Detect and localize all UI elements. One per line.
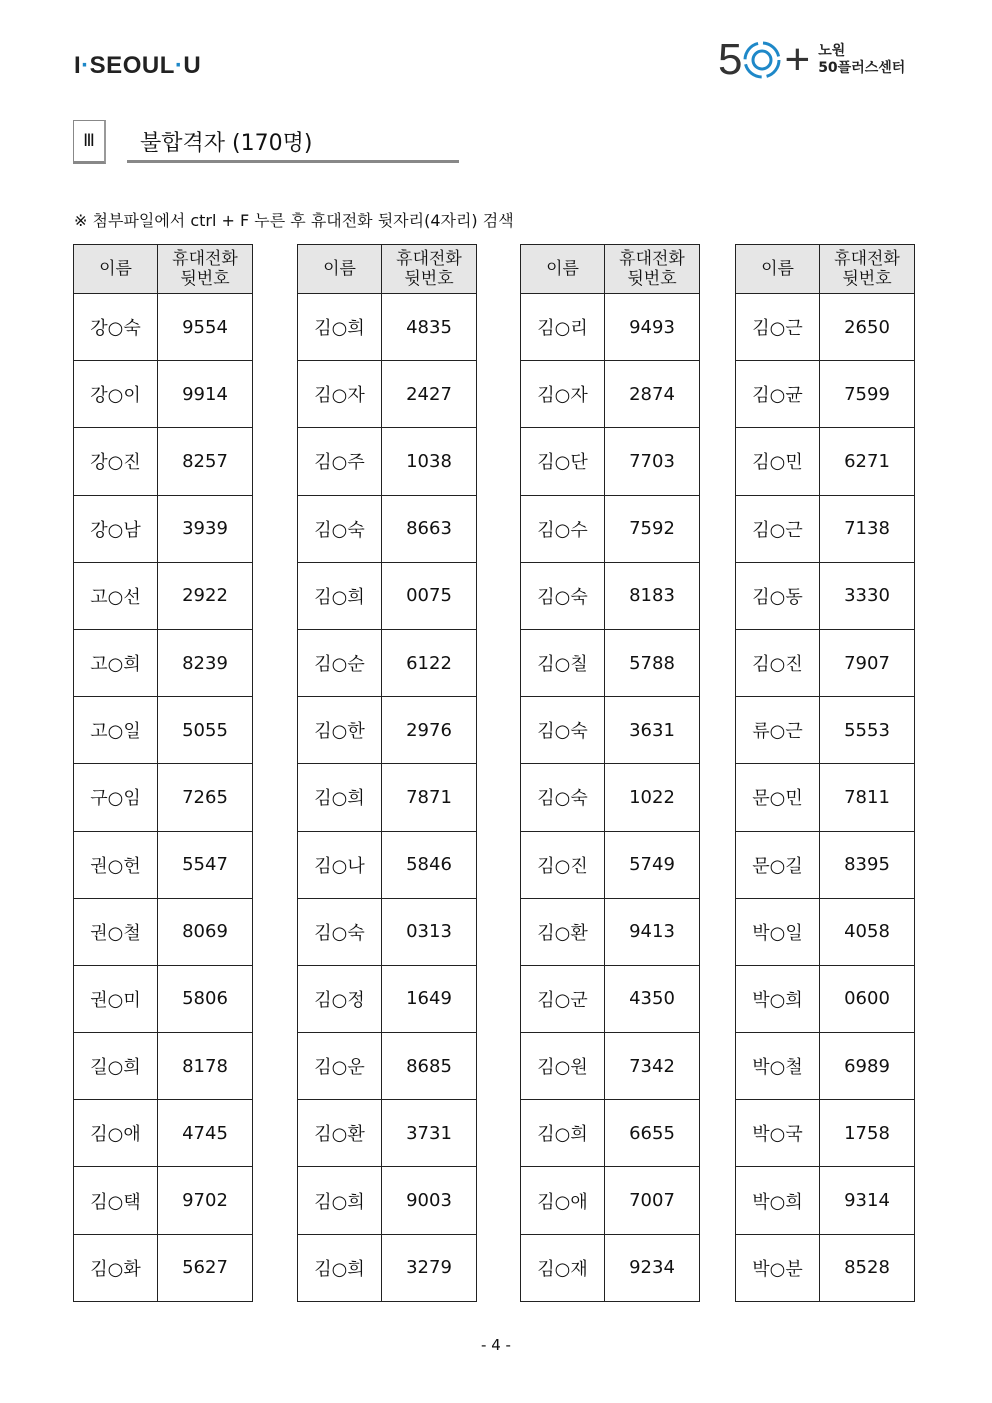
table-row: [736, 1167, 915, 1234]
phone-suffix-cell: 2427: [382, 361, 477, 428]
table-row: [736, 562, 915, 629]
table-row: [74, 629, 253, 696]
phone-suffix-cell: 8685: [382, 1033, 477, 1100]
phone-suffix-cell: 4745: [158, 1100, 253, 1167]
table-row: [74, 1234, 253, 1301]
phone-suffix-cell: 3631: [605, 697, 700, 764]
header-phone-line2: 뒷번호: [404, 269, 454, 289]
phone-suffix-cell: 9314: [820, 1167, 915, 1234]
table-row: [521, 764, 700, 831]
phone-suffix-cell: 8395: [820, 831, 915, 898]
name-cell: 김○원: [521, 1033, 605, 1100]
phone-suffix-cell: 9554: [158, 294, 253, 361]
name-cell: 김○희: [298, 294, 382, 361]
table-row: [298, 1033, 477, 1100]
table-row: [298, 831, 477, 898]
failed-applicants-table-2: [297, 244, 477, 1302]
phone-suffix-cell: 7811: [820, 764, 915, 831]
header-name: 이름: [521, 245, 605, 294]
logo-text-center: 50플러스센터: [818, 60, 906, 76]
table-row: [74, 898, 253, 965]
table-header-row: [736, 245, 915, 294]
name-cell: 김○운: [298, 1033, 382, 1100]
phone-suffix-cell: 8528: [820, 1234, 915, 1301]
name-cell: 김○환: [298, 1100, 382, 1167]
header-phone-line1: 휴대전화: [834, 249, 900, 269]
phone-suffix-cell: 7599: [820, 361, 915, 428]
phone-suffix-cell: 9914: [158, 361, 253, 428]
table-row: [298, 965, 477, 1032]
phone-suffix-cell: 9702: [158, 1167, 253, 1234]
table-row: [298, 495, 477, 562]
name-cell: 박○국: [736, 1100, 820, 1167]
name-cell: 고○희: [74, 629, 158, 696]
phone-suffix-cell: 7265: [158, 764, 253, 831]
phone-suffix-cell: 6271: [820, 428, 915, 495]
table-row: [74, 1033, 253, 1100]
phone-suffix-cell: 5806: [158, 965, 253, 1032]
name-cell: 박○일: [736, 898, 820, 965]
table-row: [521, 361, 700, 428]
phone-suffix-cell: 1022: [605, 764, 700, 831]
header-phone-line1: 휴대전화: [172, 249, 238, 269]
table-row: [74, 697, 253, 764]
table-row: [298, 1100, 477, 1167]
table-row: [74, 361, 253, 428]
phone-suffix-cell: 0075: [382, 562, 477, 629]
table-row: [736, 831, 915, 898]
table-row: [521, 1167, 700, 1234]
table-row: [298, 629, 477, 696]
table-row: [74, 965, 253, 1032]
table-row: [736, 898, 915, 965]
phone-suffix-cell: 7907: [820, 629, 915, 696]
header-phone: [382, 245, 477, 294]
name-cell: 구○임: [74, 764, 158, 831]
header-phone-line1: 휴대전화: [396, 249, 462, 269]
table-row: [298, 697, 477, 764]
table-row: [736, 764, 915, 831]
name-cell: 강○진: [74, 428, 158, 495]
table-row: [736, 495, 915, 562]
name-cell: 김○희: [298, 1234, 382, 1301]
phone-suffix-cell: 5846: [382, 831, 477, 898]
name-cell: 김○주: [298, 428, 382, 495]
phone-suffix-cell: 2650: [820, 294, 915, 361]
table-row: [521, 428, 700, 495]
table-row: [298, 562, 477, 629]
phone-suffix-cell: 7007: [605, 1167, 700, 1234]
table-row: [298, 294, 477, 361]
table-row: [74, 294, 253, 361]
name-cell: 김○희: [521, 1100, 605, 1167]
failed-applicants-table-4: [735, 244, 915, 1302]
phone-suffix-cell: 5788: [605, 629, 700, 696]
phone-suffix-cell: 8239: [158, 629, 253, 696]
phone-suffix-cell: 7592: [605, 495, 700, 562]
table-row: [74, 428, 253, 495]
table-row: [298, 898, 477, 965]
name-cell: 권○철: [74, 898, 158, 965]
table-row: [521, 898, 700, 965]
failed-applicants-table-1: [73, 244, 253, 1302]
phone-suffix-cell: 5749: [605, 831, 700, 898]
phone-suffix-cell: 0600: [820, 965, 915, 1032]
name-cell: 김○숙: [298, 495, 382, 562]
name-cell: 강○남: [74, 495, 158, 562]
table-row: [521, 1100, 700, 1167]
name-cell: 김○희: [298, 1167, 382, 1234]
table-row: [298, 764, 477, 831]
table-row: [74, 562, 253, 629]
name-cell: 박○희: [736, 965, 820, 1032]
header-name: 이름: [298, 245, 382, 294]
name-cell: 김○민: [736, 428, 820, 495]
phone-suffix-cell: 8183: [605, 562, 700, 629]
header-phone-line1: 휴대전화: [619, 249, 685, 269]
phone-suffix-cell: 7342: [605, 1033, 700, 1100]
section-number: Ⅲ: [73, 120, 106, 164]
phone-suffix-cell: 2922: [158, 562, 253, 629]
name-cell: 김○근: [736, 294, 820, 361]
page-number: - 4 -: [481, 1336, 511, 1354]
name-cell: 김○수: [521, 495, 605, 562]
name-cell: 김○희: [298, 764, 382, 831]
table-header-row: [521, 245, 700, 294]
name-cell: 김○단: [521, 428, 605, 495]
table-row: [298, 361, 477, 428]
phone-suffix-cell: 8069: [158, 898, 253, 965]
table-row: [521, 965, 700, 1032]
table-row: [521, 1033, 700, 1100]
name-cell: 김○동: [736, 562, 820, 629]
table-row: [521, 629, 700, 696]
header-phone: [158, 245, 253, 294]
name-cell: 김○정: [298, 965, 382, 1032]
logo-text-nowon: 노원: [818, 43, 846, 59]
name-cell: 고○선: [74, 562, 158, 629]
name-cell: 김○애: [521, 1167, 605, 1234]
name-cell: 김○애: [74, 1100, 158, 1167]
table-row: [736, 361, 915, 428]
table-row: [736, 294, 915, 361]
phone-suffix-cell: 9003: [382, 1167, 477, 1234]
name-cell: 강○이: [74, 361, 158, 428]
phone-suffix-cell: 5547: [158, 831, 253, 898]
name-cell: 김○숙: [521, 562, 605, 629]
phone-suffix-cell: 7871: [382, 764, 477, 831]
name-cell: 김○나: [298, 831, 382, 898]
phone-suffix-cell: 8178: [158, 1033, 253, 1100]
table-row: [74, 1167, 253, 1234]
table-row: [521, 562, 700, 629]
phone-suffix-cell: 8663: [382, 495, 477, 562]
table-row: [736, 1033, 915, 1100]
i-seoul-u-logo: I·SEOUL·U: [74, 52, 202, 79]
phone-suffix-cell: 3731: [382, 1100, 477, 1167]
table-row: [74, 764, 253, 831]
phone-suffix-cell: 6655: [605, 1100, 700, 1167]
table-row: [298, 1234, 477, 1301]
phone-suffix-cell: 4058: [820, 898, 915, 965]
name-cell: 김○진: [736, 629, 820, 696]
phone-suffix-cell: 6122: [382, 629, 477, 696]
name-cell: 김○리: [521, 294, 605, 361]
name-cell: 김○숙: [298, 898, 382, 965]
name-cell: 김○환: [521, 898, 605, 965]
table-row: [298, 1167, 477, 1234]
name-cell: 김○군: [521, 965, 605, 1032]
table-row: [736, 697, 915, 764]
phone-suffix-cell: 3279: [382, 1234, 477, 1301]
name-cell: 문○길: [736, 831, 820, 898]
phone-suffix-cell: 1038: [382, 428, 477, 495]
name-cell: 문○민: [736, 764, 820, 831]
name-cell: 권○헌: [74, 831, 158, 898]
header-phone-line2: 뒷번호: [842, 269, 892, 289]
name-cell: 김○진: [521, 831, 605, 898]
phone-suffix-cell: 9234: [605, 1234, 700, 1301]
phone-suffix-cell: 8257: [158, 428, 253, 495]
name-cell: 김○화: [74, 1234, 158, 1301]
header-phone: [820, 245, 915, 294]
name-cell: 김○자: [298, 361, 382, 428]
header-phone-line2: 뒷번호: [627, 269, 677, 289]
phone-suffix-cell: 3939: [158, 495, 253, 562]
table-row: [521, 1234, 700, 1301]
table-row: [521, 495, 700, 562]
name-cell: 김○숙: [521, 697, 605, 764]
name-cell: 김○칠: [521, 629, 605, 696]
name-cell: 강○숙: [74, 294, 158, 361]
table-header-row: [298, 245, 477, 294]
table-row: [736, 1100, 915, 1167]
name-cell: 길○희: [74, 1033, 158, 1100]
nowon-50plus-logo: 5 + 노원 50플러스센터: [718, 35, 906, 84]
name-cell: 고○일: [74, 697, 158, 764]
table-row: [736, 1234, 915, 1301]
phone-suffix-cell: 2874: [605, 361, 700, 428]
phone-suffix-cell: 1649: [382, 965, 477, 1032]
name-cell: 김○자: [521, 361, 605, 428]
name-cell: 김○한: [298, 697, 382, 764]
phone-suffix-cell: 7138: [820, 495, 915, 562]
table-row: [521, 697, 700, 764]
table-row: [74, 495, 253, 562]
table-row: [521, 831, 700, 898]
phone-suffix-cell: 5553: [820, 697, 915, 764]
phone-suffix-cell: 9413: [605, 898, 700, 965]
table-row: [74, 1100, 253, 1167]
name-cell: 김○숙: [521, 764, 605, 831]
table-row: [521, 294, 700, 361]
name-cell: 김○근: [736, 495, 820, 562]
name-cell: 권○미: [74, 965, 158, 1032]
name-cell: 박○희: [736, 1167, 820, 1234]
phone-suffix-cell: 2976: [382, 697, 477, 764]
table-row: [74, 831, 253, 898]
section-title: 불합격자 (170명): [140, 131, 313, 156]
table-row: [298, 428, 477, 495]
phone-suffix-cell: 6989: [820, 1033, 915, 1100]
phone-suffix-cell: 9493: [605, 294, 700, 361]
name-cell: 김○순: [298, 629, 382, 696]
phone-suffix-cell: 5627: [158, 1234, 253, 1301]
phone-suffix-cell: 3330: [820, 562, 915, 629]
header-name: 이름: [736, 245, 820, 294]
phone-suffix-cell: 4835: [382, 294, 477, 361]
header-phone: [605, 245, 700, 294]
name-cell: 김○재: [521, 1234, 605, 1301]
name-cell: 박○분: [736, 1234, 820, 1301]
section-underline: [127, 160, 459, 163]
table-row: [736, 428, 915, 495]
search-note: ※ 첨부파일에서 ctrl + F 누른 후 휴대전화 뒷자리(4자리) 검색: [74, 211, 514, 230]
table-row: [736, 629, 915, 696]
phone-suffix-cell: 4350: [605, 965, 700, 1032]
phone-suffix-cell: 7703: [605, 428, 700, 495]
target-circle-icon: [742, 38, 782, 82]
name-cell: 김○희: [298, 562, 382, 629]
failed-applicants-table-3: [520, 244, 700, 1302]
phone-suffix-cell: 5055: [158, 697, 253, 764]
name-cell: 김○택: [74, 1167, 158, 1234]
header-name: 이름: [74, 245, 158, 294]
header-phone-line2: 뒷번호: [180, 269, 230, 289]
name-cell: 김○균: [736, 361, 820, 428]
phone-suffix-cell: 0313: [382, 898, 477, 965]
table-header-row: [74, 245, 253, 294]
name-cell: 류○근: [736, 697, 820, 764]
name-cell: 박○철: [736, 1033, 820, 1100]
phone-suffix-cell: 1758: [820, 1100, 915, 1167]
table-row: [736, 965, 915, 1032]
